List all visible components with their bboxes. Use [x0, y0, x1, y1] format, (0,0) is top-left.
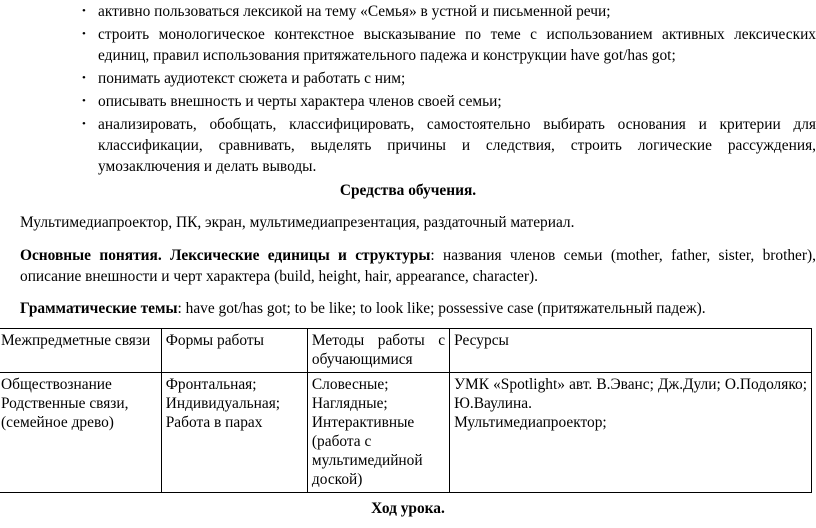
goals-list: [78, 1, 816, 179]
table-header-row: [0, 329, 812, 373]
bullet-icon: •: [82, 72, 86, 84]
table-row: [0, 373, 812, 493]
concepts-label: Основные понятия. Лексические единицы и структуры: [20, 247, 431, 264]
grammar-paragraph: [20, 298, 816, 319]
sredstva-text: Мультимедиапроектор, ПК, экран, мультимедиапрезентация, раздаточный материал.: [20, 214, 575, 231]
bullet-icon: •: [82, 118, 86, 130]
grammar-label: Грамматические темы: [20, 300, 178, 317]
list-item: • анализировать, обобщать, классифицировать, самостоятельно выбирать основания и критерии для классификации, сравнивать, выделять причины и следствия, строить логические рассуждения, умозаключения и делать выводы.: [82, 116, 816, 175]
bullet-icon: •: [82, 95, 86, 107]
bullet-icon: •: [82, 28, 86, 40]
header-metody-raboty: Методы работы с обучающимися: [307, 329, 449, 373]
bullet-icon: •: [82, 5, 86, 17]
list-item: • активно пользоваться лексикой на тему «Семья» в устной и письменной речи;: [82, 3, 611, 20]
sredstva-heading: Средства обучения.: [339, 182, 477, 199]
list-item: • описывать внешность и черты характера членов своей семьи;: [82, 93, 502, 110]
header-resursy: Ресурсы: [450, 329, 812, 373]
cell-resursy: УМК «Spotlight» авт. В.Эванс; Дж.Дули; О.Подоляко; Ю.Ваулина. Мультимедиапроектор;: [450, 373, 812, 493]
list-item: • понимать аудиотекст сюжета и работать с ним;: [82, 70, 406, 87]
header-mezhpredmetnye: Межпредметные связи: [0, 329, 161, 373]
cell-mezhpredmetnye: Обществознание Родственные связи, (семейное древо): [0, 373, 161, 493]
list-item: • строить монологическое контекстное высказывание по теме с использованием активных лексических единиц, правил использования притяжательного падежа и конструкции have got/has got;: [82, 26, 816, 64]
cell-metody-raboty: Словесные; Наглядные; Интерактивные (работа с мультимедийной доской): [307, 373, 449, 493]
grammar-text: : have got/has got; to be like; to look like; possessive case (притяжательный падеж).: [177, 300, 706, 317]
lesson-resources-table: [0, 328, 812, 493]
concepts-text: : названия членов семьи (mother, father, sister, brother), описание внешности и черт характера (build, height, hair, appearance, character).: [20, 247, 816, 285]
hod-uroka-heading: Ход урока.: [371, 500, 445, 517]
concepts-paragraph: [20, 245, 816, 287]
cell-formy-raboty: Фронтальная; Индивидуальная; Работа в парах: [161, 373, 307, 493]
header-formy-raboty: Формы работы: [161, 329, 307, 373]
